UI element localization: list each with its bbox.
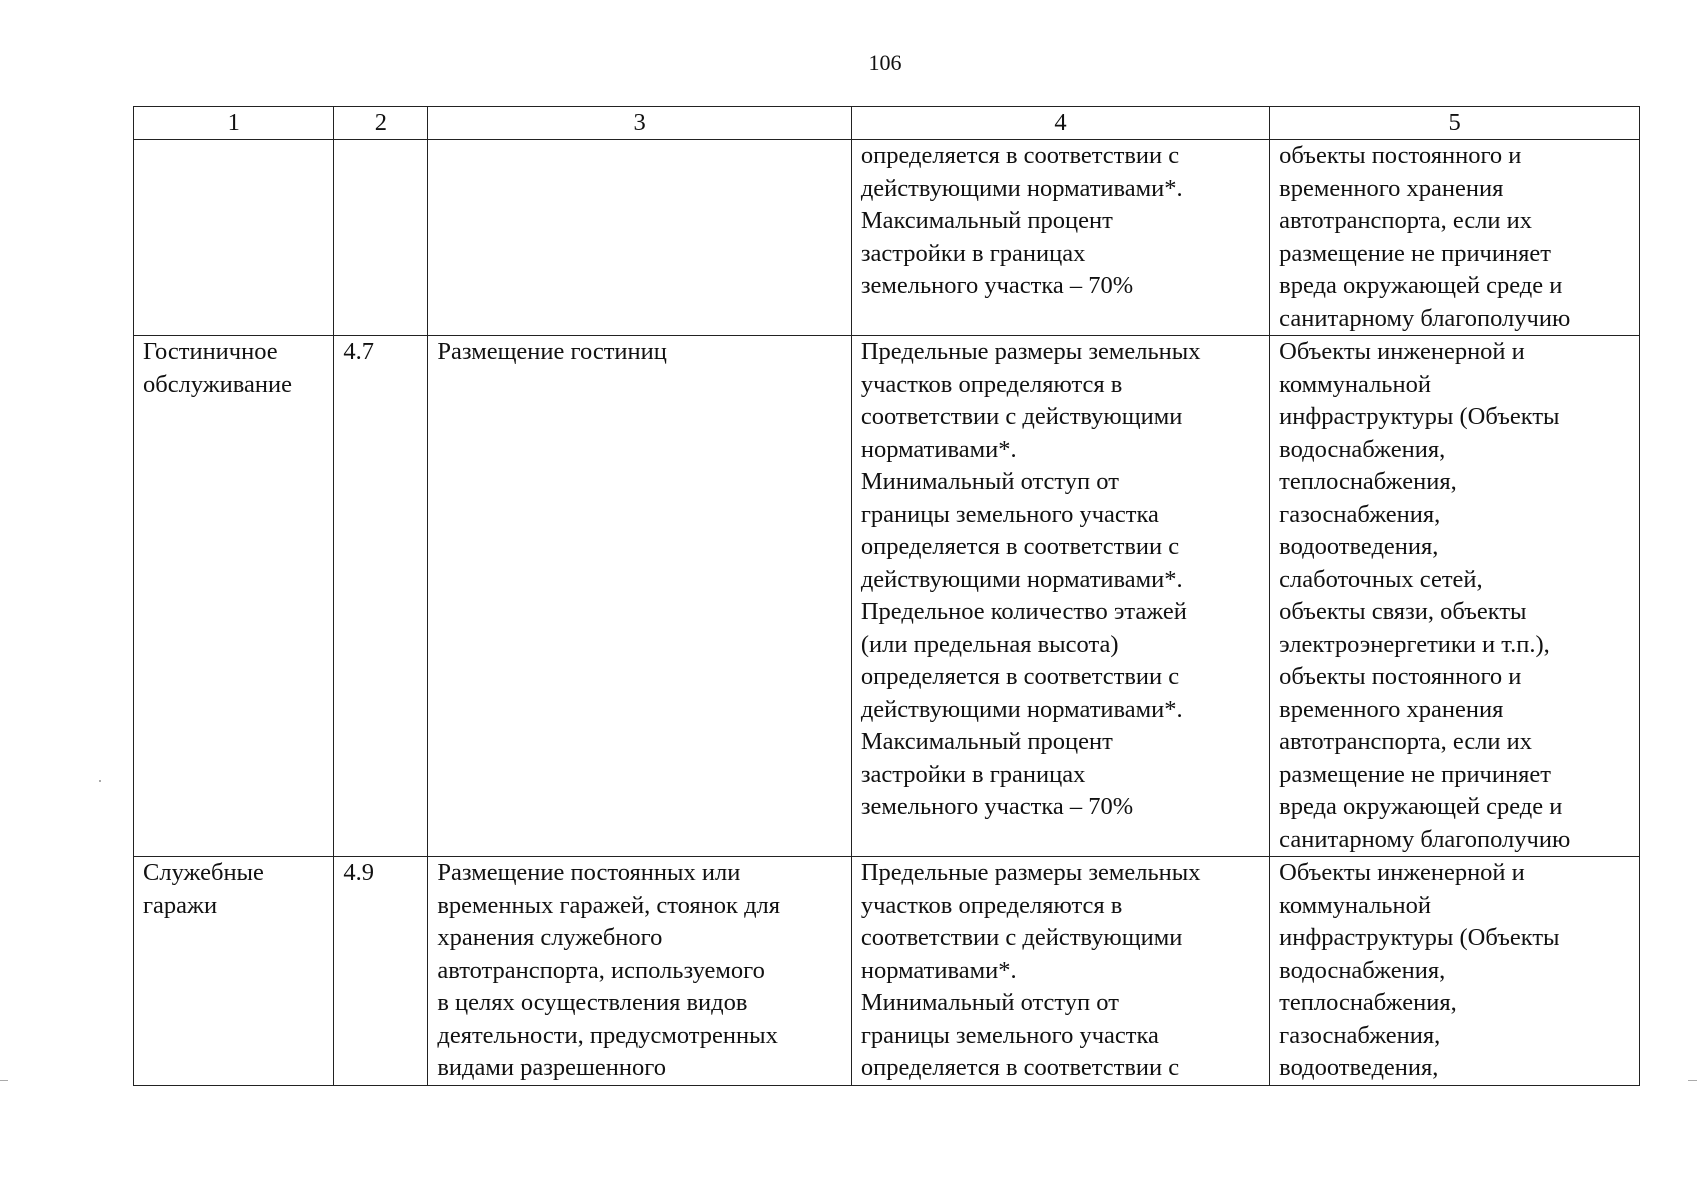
use-code-cell (334, 140, 428, 336)
auxiliary-uses-cell: Объекты инженерной и коммунальной инфраструктуры (Объекты водоснабжения, теплоснабжения, газоснабжения, водоотведения, слаботочных сетей, объекты связи, объекты электроэнергетики и т.п.), объекты постоянного и временного хранения автотранспорта, если их размещение не причиняет вреда окружающей среде и санитарному благополучию (1270, 336, 1640, 857)
page-number: 106 (868, 50, 902, 75)
use-name-cell (134, 140, 334, 336)
parameters-cell: определяется в соответствии с действующими нормативами*. Максимальный процент застройки в границах земельного участка – 70% (851, 140, 1269, 336)
table-header-row (134, 107, 1640, 140)
auxiliary-uses-cell: Объекты инженерной и коммунальной инфраструктуры (Объекты водоснабжения, теплоснабжения, газоснабжения, водоотведения, (1270, 857, 1640, 1086)
parameters-cell: Предельные размеры земельных участков определяются в соответствии с действующими нормативами*. Минимальный отступ от границы земельного участка определяется в соответствии с (851, 857, 1269, 1086)
use-description-cell: Размещение постоянных или временных гаражей, стоянок для хранения служебного автотранспорта, используемого в целях осуществления видов деятельности, предусмотренных видами разрешенного (428, 857, 851, 1086)
header-cell: 5 (1270, 107, 1640, 140)
use-name-cell: Служебные гаражи (134, 857, 334, 1086)
table-row (134, 140, 1640, 336)
use-code-cell: 4.9 (334, 857, 428, 1086)
parameters-cell: Предельные размеры земельных участков определяются в соответствии с действующими нормативами*. Минимальный отступ от границы земельного участка определяется в соответствии с действующими нормативами*. Предельное количество этажей (или предельная высота) определяется в соответствии с действующими нормативами*. Максимальный процент застройки в границах земельного участка – 70% (851, 336, 1269, 857)
header-cell: 2 (334, 107, 428, 140)
use-name-cell: Гостиничное обслуживание (134, 336, 334, 857)
scan-mark-right (1688, 1080, 1697, 1081)
scan-mark-left (0, 1080, 8, 1081)
use-description-cell: Размещение гостиниц (428, 336, 851, 857)
scan-dot (99, 780, 101, 782)
auxiliary-uses-cell: объекты постоянного и временного хранения автотранспорта, если их размещение не причиняет вреда окружающей среде и санитарному благополучию (1270, 140, 1640, 336)
table-row (134, 336, 1640, 857)
header-cell: 3 (428, 107, 851, 140)
use-code-cell: 4.7 (334, 336, 428, 857)
table-row (134, 857, 1640, 1086)
header-cell: 4 (851, 107, 1269, 140)
use-description-cell (428, 140, 851, 336)
zoning-table (133, 106, 1640, 1086)
header-cell: 1 (134, 107, 334, 140)
